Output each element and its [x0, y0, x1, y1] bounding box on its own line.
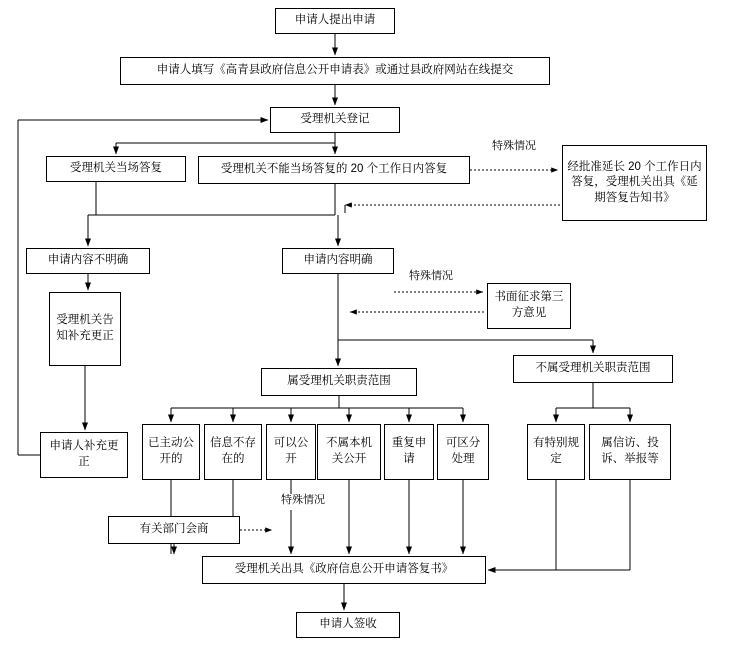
node-already-disclosed: 已主动公开的 — [142, 424, 200, 480]
node-onsite-reply: 受理机关当场答复 — [46, 156, 186, 182]
node-issue-reply-document: 受理机关出具《政府信息公开申请答复书》 — [202, 556, 486, 584]
node-applicant-supplement: 申请人补充更正 — [40, 432, 128, 478]
node-extension-notice: 经批准延长 20 个工作日内答复，受理机关出具《延期答复告知书》 — [562, 145, 707, 221]
node-duplicate-request: 重复申请 — [384, 424, 434, 480]
node-fill-application-form: 申请人填写《高青县政府信息公开申请表》或通过县政府网站在线提交 — [120, 57, 550, 85]
annotation-special-case-3: 特殊情况 — [272, 494, 334, 510]
node-not-this-agency: 不属本机关公开 — [317, 424, 381, 480]
node-within-agency-scope: 属受理机关职责范围 — [261, 368, 417, 396]
node-petition-complaint: 属信访、投诉、举报等 — [589, 424, 671, 480]
node-separable-handling: 可区分处理 — [437, 424, 489, 480]
node-outside-agency-scope: 不属受理机关职责范围 — [513, 355, 673, 383]
node-agency-registration: 受理机关登记 — [270, 107, 400, 133]
node-department-consultation: 有关部门会商 — [108, 516, 240, 544]
node-content-clear: 申请内容明确 — [282, 248, 394, 274]
node-info-not-exist: 信息不存在的 — [204, 424, 262, 480]
node-third-party-opinion: 书面征求第三方意见 — [487, 283, 571, 329]
node-can-disclose: 可以公开 — [266, 424, 316, 480]
annotation-special-case-2: 特殊情况 — [400, 270, 462, 286]
node-notify-supplement: 受理机关告知补充更正 — [49, 292, 121, 366]
node-special-provision: 有特别规定 — [527, 424, 585, 480]
node-applicant-receipt: 申请人签收 — [296, 612, 400, 638]
node-reply-within-20-days: 受理机关不能当场答复的 20 个工作日内答复 — [198, 156, 470, 184]
annotation-special-case-1: 特殊情况 — [483, 140, 545, 156]
node-content-unclear: 申请内容不明确 — [26, 248, 150, 274]
node-applicant-submit: 申请人提出申请 — [275, 8, 395, 34]
